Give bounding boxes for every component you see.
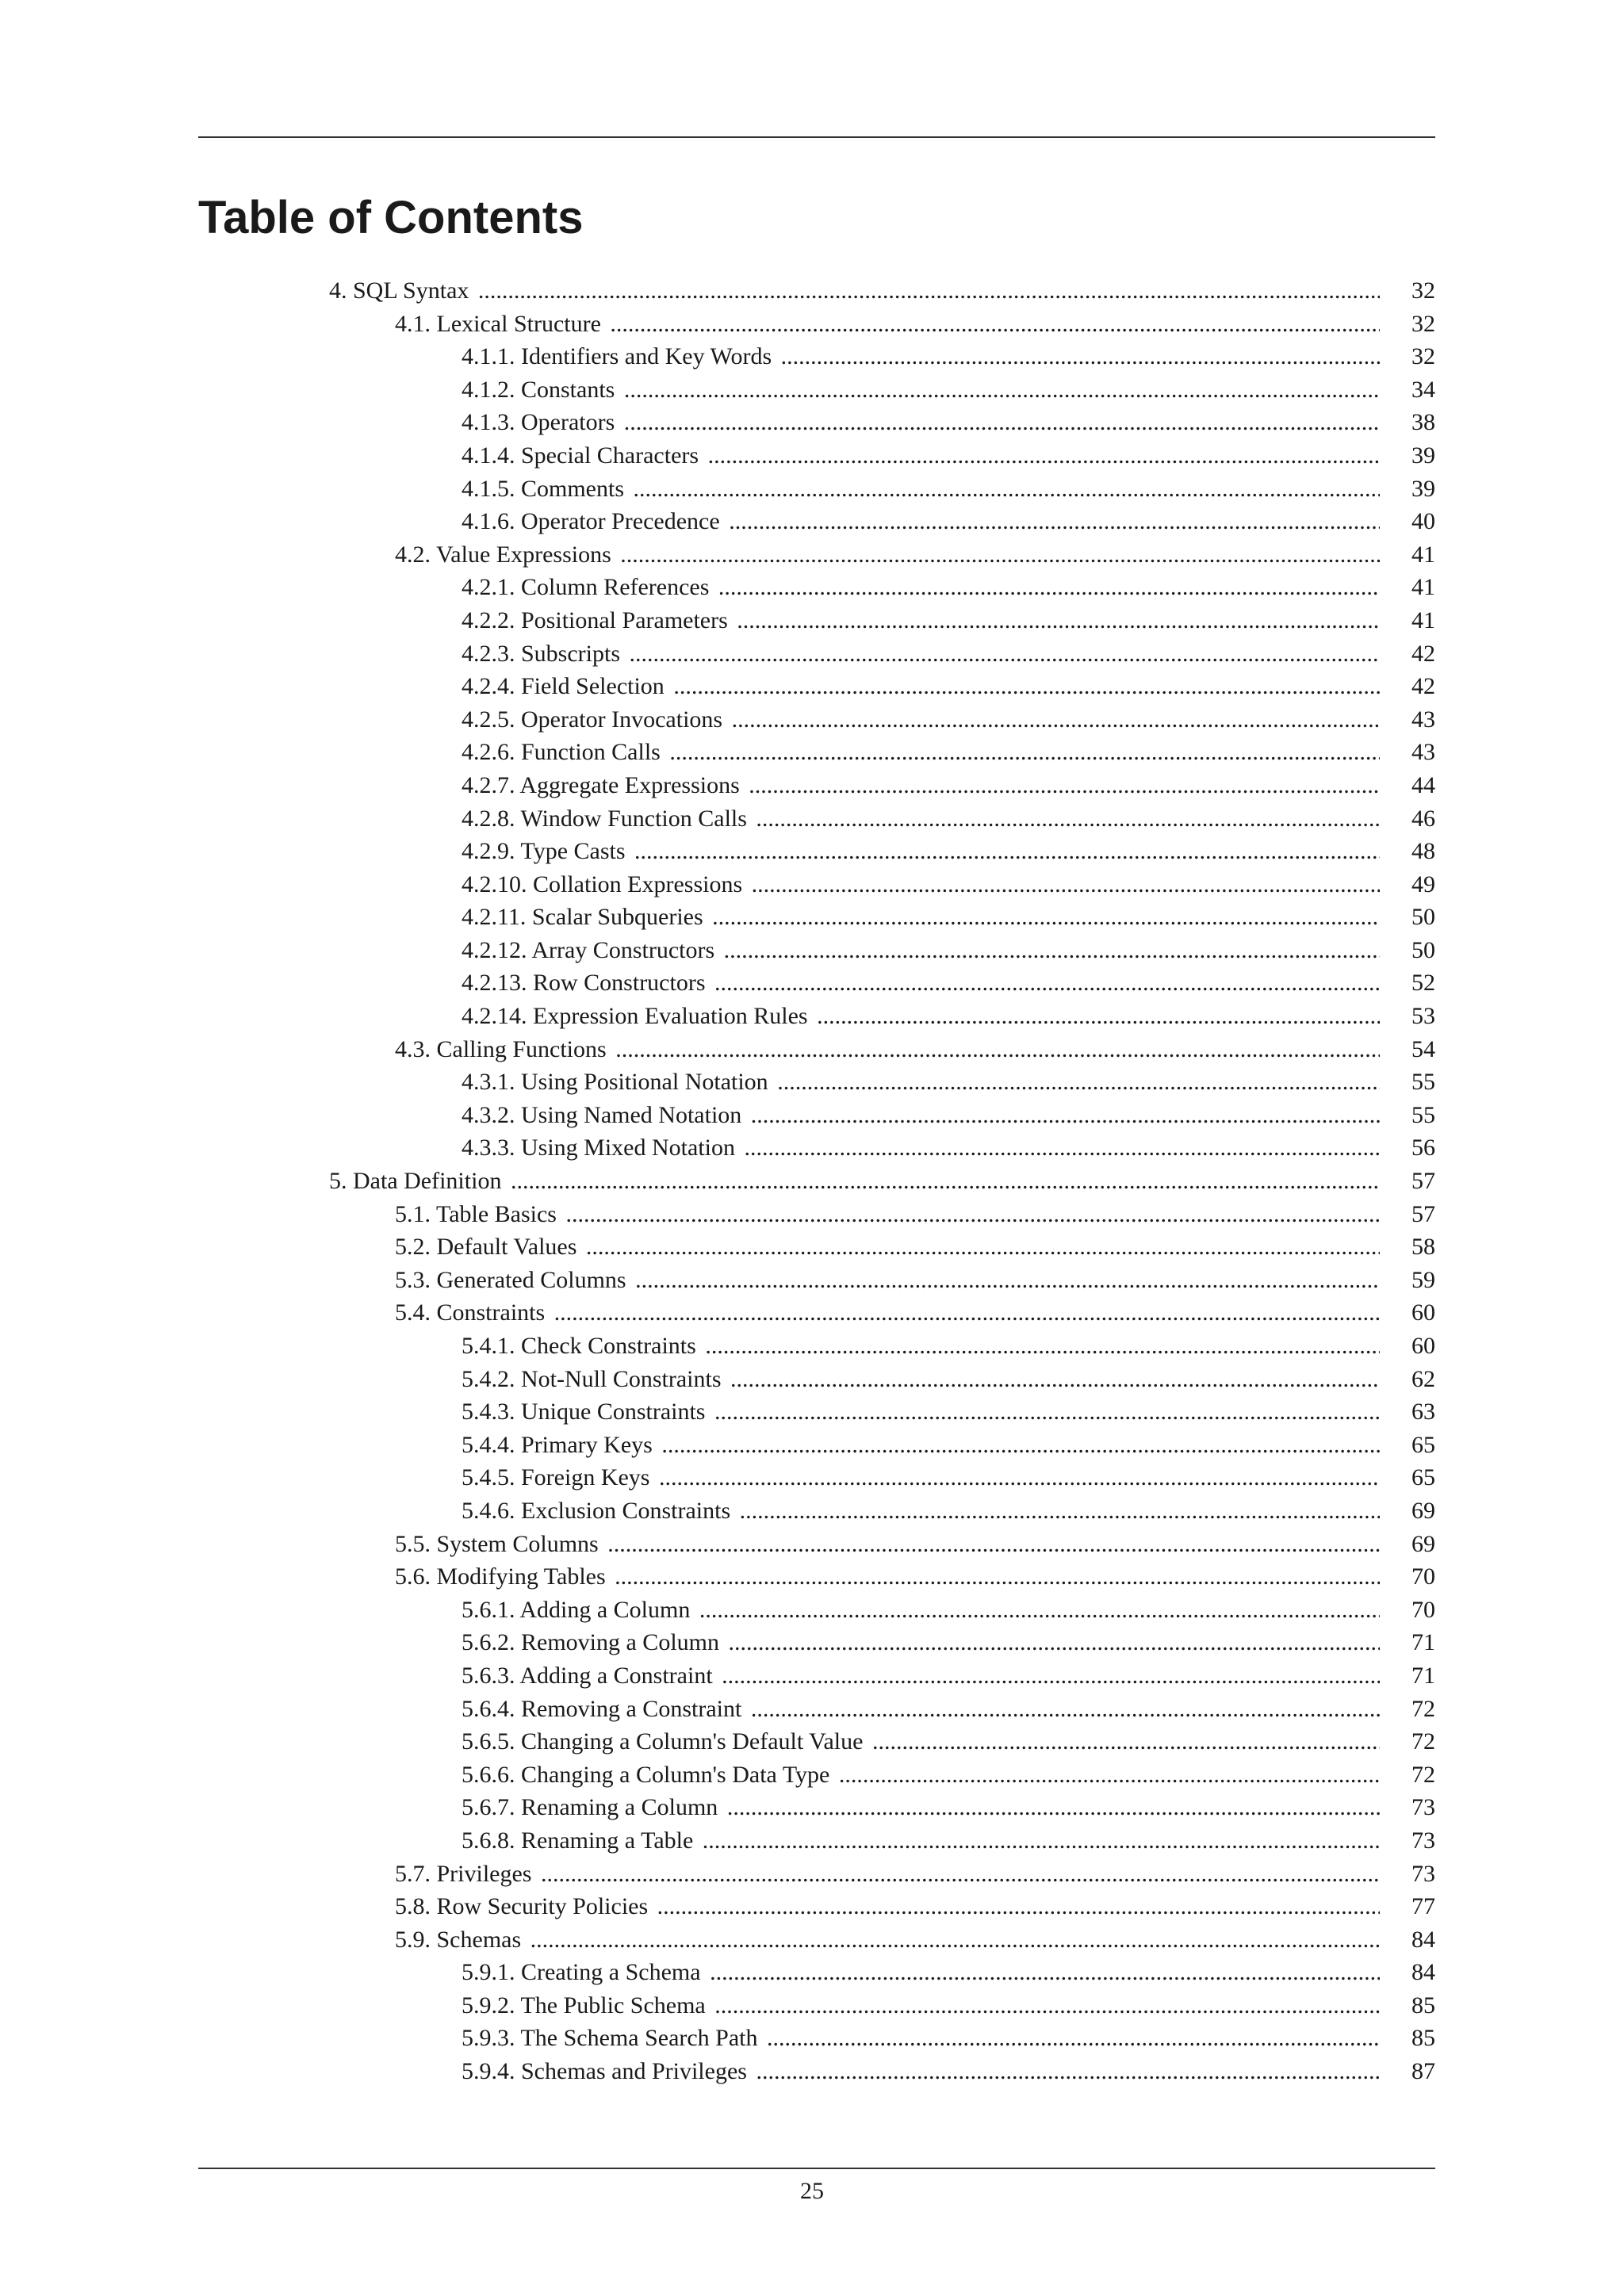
toc-entry[interactable]: [198, 2055, 1435, 2088]
toc-entry-title-text: 4.1.3. Operators: [462, 409, 618, 435]
toc-entry-page: 58: [1388, 1230, 1435, 1264]
toc-entry-title: [462, 406, 1380, 439]
toc-entry[interactable]: [198, 1560, 1435, 1594]
toc-entry-page: 41: [1388, 604, 1435, 637]
toc-entry[interactable]: [198, 1000, 1435, 1033]
toc-entry-title: [462, 769, 1380, 802]
toc-entry-title: [462, 1066, 1380, 1099]
toc-entry-title-text: 5.9.1. Creating a Schema: [462, 1959, 704, 1985]
toc-entry-title: [462, 439, 1380, 473]
toc-entry[interactable]: [198, 802, 1435, 836]
toc-entry-page: 57: [1388, 1198, 1435, 1231]
toc-entry-page: 63: [1388, 1395, 1435, 1429]
toc-entry-title-text: 5.4.2. Not-Null Constraints: [462, 1366, 725, 1392]
toc-entry[interactable]: [198, 604, 1435, 637]
toc-entry-title: [395, 1264, 1380, 1297]
toc-entry-title: [462, 703, 1380, 737]
toc-entry-title: [462, 1758, 1380, 1792]
toc-entry[interactable]: [198, 703, 1435, 737]
toc-entry-page: 52: [1388, 966, 1435, 1000]
toc-entry[interactable]: [198, 1989, 1435, 2022]
toc-entry[interactable]: [198, 1461, 1435, 1494]
toc-entry-title: [395, 1923, 1380, 1957]
toc-entry[interactable]: [198, 966, 1435, 1000]
toc-entry-title-text: 4.2.7. Aggregate Expressions: [462, 772, 743, 798]
toc-entry[interactable]: [198, 1956, 1435, 1989]
toc-entry-title: [462, 1989, 1380, 2022]
toc-entry-page: 85: [1388, 2022, 1435, 2055]
toc-entry-title-text: 5.9.3. The Schema Search Path: [462, 2025, 761, 2051]
toc-entry-page: 70: [1388, 1560, 1435, 1594]
toc-entry[interactable]: [198, 868, 1435, 901]
toc-entry-title: [462, 637, 1380, 671]
toc-entry-title: [462, 604, 1380, 637]
toc-entry-page: 60: [1388, 1296, 1435, 1330]
toc-entry-page: 71: [1388, 1626, 1435, 1659]
toc-entry-page: 69: [1388, 1494, 1435, 1528]
toc-entry-title-text: 4.2.3. Subscripts: [462, 641, 623, 667]
toc-entry-page: 39: [1388, 473, 1435, 506]
toc-entry-page: 87: [1388, 2055, 1435, 2088]
toc-entry-title: [462, 1461, 1380, 1494]
toc-entry[interactable]: [198, 340, 1435, 373]
toc-entry-title: [462, 901, 1380, 934]
toc-entry-page: 57: [1388, 1165, 1435, 1198]
toc-entry-title-text: 4.2.11. Scalar Subqueries: [462, 904, 707, 930]
toc-entry-page: 77: [1388, 1890, 1435, 1923]
toc-entry-title-text: 5.4.1. Check Constraints: [462, 1333, 699, 1359]
toc-entry[interactable]: [198, 1923, 1435, 1957]
toc-entry-page: 60: [1388, 1330, 1435, 1363]
toc-entry-title-text: 5.4.4. Primary Keys: [462, 1432, 656, 1458]
toc-entry-title-text: 5.5. System Columns: [395, 1531, 602, 1557]
toc-entry-title-text: 4.2.10. Collation Expressions: [462, 871, 745, 897]
toc-entry-page: 53: [1388, 1000, 1435, 1033]
toc-entry-title: [462, 505, 1380, 538]
toc-entry-page: 39: [1388, 439, 1435, 473]
toc-entry[interactable]: [198, 1429, 1435, 1462]
toc-entry-page: 41: [1388, 538, 1435, 572]
toc-entry-page: 72: [1388, 1725, 1435, 1758]
toc-entry-title-text: 5.6.7. Renaming a Column: [462, 1794, 721, 1820]
toc-entry-page: 84: [1388, 1956, 1435, 1989]
toc-entry-title-text: 4.1.4. Special Characters: [462, 442, 702, 469]
toc-entry-title: [462, 1791, 1380, 1824]
page-number: 25: [800, 2178, 824, 2204]
toc-entry-title-text: 4.1.5. Comments: [462, 476, 627, 502]
toc-entry[interactable]: [198, 1824, 1435, 1858]
toc-entry-title: [462, 1131, 1380, 1165]
toc-entry-page: 65: [1388, 1429, 1435, 1462]
toc-entry-page: 32: [1388, 340, 1435, 373]
toc-entry-page: 71: [1388, 1659, 1435, 1693]
toc-entry-title-text: 4.2.9. Type Casts: [462, 838, 629, 864]
toc-entry-title: [462, 835, 1380, 868]
toc-entry-title-text: 4.3. Calling Functions: [395, 1036, 610, 1062]
toc-entry[interactable]: [198, 1296, 1435, 1330]
toc-entry-page: 32: [1388, 308, 1435, 341]
toc-entry-page: 38: [1388, 406, 1435, 439]
toc-entry[interactable]: [198, 505, 1435, 538]
toc-entry-title: [462, 1824, 1380, 1858]
toc-entry-title-text: 4.1. Lexical Structure: [395, 311, 604, 337]
toc-entry-title-text: 4. SQL Syntax: [329, 277, 472, 304]
toc-entry-title: [395, 1230, 1380, 1264]
toc-entry-title-text: 5.6.2. Removing a Column: [462, 1629, 722, 1655]
toc-entry-page: 43: [1388, 703, 1435, 737]
toc-entry[interactable]: [198, 1033, 1435, 1066]
toc-entry-title-text: 4.2. Value Expressions: [395, 541, 615, 568]
toc-entry[interactable]: [198, 1758, 1435, 1792]
toc-entry[interactable]: [198, 571, 1435, 604]
toc-entry[interactable]: [198, 901, 1435, 934]
toc-entry-title: [462, 966, 1380, 1000]
toc-entry[interactable]: [198, 1494, 1435, 1528]
toc-entry-title-text: 4.3.2. Using Named Notation: [462, 1102, 745, 1128]
toc-entry-title: [462, 802, 1380, 836]
toc-entry-title-text: 5.7. Privileges: [395, 1861, 535, 1887]
toc-entry-title: [462, 868, 1380, 901]
toc-entry-title-text: 5.4. Constraints: [395, 1299, 548, 1326]
toc-entry-title: [462, 1099, 1380, 1132]
toc-entry[interactable]: [198, 1165, 1435, 1198]
toc-entry-page: 42: [1388, 637, 1435, 671]
toc-entry-page: 73: [1388, 1858, 1435, 1891]
toc-entry[interactable]: [198, 439, 1435, 473]
toc-entry-page: 85: [1388, 1989, 1435, 2022]
toc-entry[interactable]: [198, 1395, 1435, 1429]
toc-entry[interactable]: [198, 736, 1435, 769]
toc-entry-title: [462, 934, 1380, 967]
toc-entry-page: 34: [1388, 373, 1435, 407]
toc-entry[interactable]: [198, 1330, 1435, 1363]
toc-entry-page: 73: [1388, 1824, 1435, 1858]
footer-rule: [198, 2168, 1435, 2169]
toc-entry-title: [395, 1033, 1380, 1066]
toc-entry[interactable]: [198, 373, 1435, 407]
toc-entry-title: [395, 538, 1380, 572]
toc-entry-page: 55: [1388, 1099, 1435, 1132]
toc-entry[interactable]: [198, 1528, 1435, 1561]
toc-entry-title: [329, 1165, 1380, 1198]
toc-entry-title: [395, 1198, 1380, 1231]
toc-entry-title: [462, 670, 1380, 703]
toc-entry-title-text: 5.6.4. Removing a Constraint: [462, 1696, 745, 1722]
toc-entry-title: [395, 1560, 1380, 1594]
toc-entry[interactable]: [198, 637, 1435, 671]
toc-entry-page: 40: [1388, 505, 1435, 538]
toc-entry-title-text: 5.4.5. Foreign Keys: [462, 1464, 653, 1490]
toc-entry-title-text: 5.6.3. Adding a Constraint: [462, 1663, 716, 1689]
toc-entry[interactable]: [198, 1066, 1435, 1099]
toc-entry-page: 50: [1388, 901, 1435, 934]
toc-entry-title-text: 4.2.2. Positional Parameters: [462, 607, 731, 633]
toc-entry-title-text: 5. Data Definition: [329, 1168, 504, 1194]
toc-entry[interactable]: [198, 1791, 1435, 1824]
toc-entry[interactable]: [198, 1725, 1435, 1758]
toc-entry-title: [462, 1363, 1380, 1396]
toc-entry-title-text: 5.6.8. Renaming a Table: [462, 1827, 696, 1854]
toc-entry-title: [462, 1594, 1380, 1627]
toc-entry-title: [462, 736, 1380, 769]
toc-entry-page: 56: [1388, 1131, 1435, 1165]
toc-entry-title-text: 4.1.6. Operator Precedence: [462, 508, 723, 534]
toc-entry-title-text: 5.6.1. Adding a Column: [462, 1597, 693, 1623]
toc-entry-page: 49: [1388, 868, 1435, 901]
toc-entry-title-text: 4.2.5. Operator Invocations: [462, 706, 726, 733]
toc-entry-title: [395, 1296, 1380, 1330]
toc-entry[interactable]: [198, 1230, 1435, 1264]
toc-entry[interactable]: [198, 473, 1435, 506]
toc-entry[interactable]: [198, 1198, 1435, 1231]
toc-entry-page: 32: [1388, 274, 1435, 308]
toc-entry[interactable]: [198, 1594, 1435, 1627]
toc-entry[interactable]: [198, 934, 1435, 967]
toc-entry-title-text: 5.6.6. Changing a Column's Data Type: [462, 1762, 833, 1788]
toc-entry-title-text: 4.2.4. Field Selection: [462, 673, 668, 699]
toc-entry-title-text: 4.1.1. Identifiers and Key Words: [462, 343, 775, 369]
toc-entry-page: 69: [1388, 1528, 1435, 1561]
toc-entry-title-text: 4.2.8. Window Function Calls: [462, 806, 750, 832]
toc-entry-title: [462, 1330, 1380, 1363]
page-title: Table of Contents: [198, 192, 584, 243]
toc-entry[interactable]: [198, 308, 1435, 341]
toc-entry-page: 50: [1388, 934, 1435, 967]
toc-entry-page: 72: [1388, 1693, 1435, 1726]
toc-entry-page: 55: [1388, 1066, 1435, 1099]
toc-entry[interactable]: [198, 1659, 1435, 1693]
toc-entry[interactable]: [198, 670, 1435, 703]
toc-entry-title: [462, 2055, 1380, 2088]
toc-entry-title: [395, 1858, 1380, 1891]
toc-entry-page: 43: [1388, 736, 1435, 769]
toc-entry-title-text: 5.4.6. Exclusion Constraints: [462, 1498, 733, 1524]
toc-entry-page: 73: [1388, 1791, 1435, 1824]
toc-entry-page: 41: [1388, 571, 1435, 604]
toc-entry-title-text: 5.4.3. Unique Constraints: [462, 1399, 709, 1425]
header-rule: [198, 136, 1435, 138]
toc-entry[interactable]: [198, 769, 1435, 802]
toc-entry-title-text: 5.3. Generated Columns: [395, 1267, 630, 1293]
toc-entry[interactable]: [198, 1099, 1435, 1132]
toc-entry-page: 62: [1388, 1363, 1435, 1396]
toc-entry-page: 48: [1388, 835, 1435, 868]
toc-entry-title: [395, 1890, 1380, 1923]
toc-entry-page: 72: [1388, 1758, 1435, 1792]
toc-entry-title-text: 4.2.12. Array Constructors: [462, 937, 718, 963]
toc-entry-page: 44: [1388, 769, 1435, 802]
toc-entry-title-text: 5.9.4. Schemas and Privileges: [462, 2058, 750, 2084]
toc-entry-page: 59: [1388, 1264, 1435, 1297]
toc-entry-title: [462, 1494, 1380, 1528]
toc-entry-title: [462, 2022, 1380, 2055]
toc-entry-title: [462, 473, 1380, 506]
toc-entry-page: 54: [1388, 1033, 1435, 1066]
toc-entry-title-text: 4.2.14. Expression Evaluation Rules: [462, 1003, 811, 1029]
toc-entry-page: 42: [1388, 670, 1435, 703]
toc-entry-page: 65: [1388, 1461, 1435, 1494]
toc-entry[interactable]: [198, 1858, 1435, 1891]
toc-entry[interactable]: [198, 835, 1435, 868]
toc-entry-title-text: 5.2. Default Values: [395, 1234, 580, 1260]
toc-entry[interactable]: [198, 1363, 1435, 1396]
toc-entry-title-text: 4.1.2. Constants: [462, 377, 618, 403]
toc-entry-title: [462, 1956, 1380, 1989]
toc-entry[interactable]: [198, 1626, 1435, 1659]
toc-entry-title: [462, 571, 1380, 604]
toc-entry-title-text: 4.3.1. Using Positional Notation: [462, 1069, 772, 1095]
table-of-contents: [198, 274, 1435, 2088]
toc-entry-page: 84: [1388, 1923, 1435, 1957]
toc-entry-title: [462, 1659, 1380, 1693]
toc-entry-title-text: 5.8. Row Security Policies: [395, 1893, 651, 1919]
toc-entry[interactable]: [198, 274, 1435, 308]
toc-entry-title-text: 4.2.13. Row Constructors: [462, 970, 709, 996]
toc-entry-title: [395, 1528, 1380, 1561]
toc-entry[interactable]: [198, 538, 1435, 572]
toc-entry-title: [462, 373, 1380, 407]
toc-entry-title-text: 5.1. Table Basics: [395, 1201, 560, 1227]
toc-entry-page: 70: [1388, 1594, 1435, 1627]
toc-entry-title: [462, 1725, 1380, 1758]
toc-entry-title: [462, 1000, 1380, 1033]
toc-entry-title: [462, 340, 1380, 373]
toc-entry[interactable]: [198, 1264, 1435, 1297]
toc-entry-title: [462, 1395, 1380, 1429]
toc-entry-title: [462, 1693, 1380, 1726]
toc-entry-page: 46: [1388, 802, 1435, 836]
toc-entry-title-text: 5.6. Modifying Tables: [395, 1563, 609, 1590]
toc-entry-title: [462, 1429, 1380, 1462]
toc-entry-title: [395, 308, 1380, 341]
toc-entry[interactable]: [198, 1693, 1435, 1726]
toc-entry[interactable]: [198, 1131, 1435, 1165]
toc-entry-title: [329, 274, 1380, 308]
toc-entry[interactable]: [198, 406, 1435, 439]
toc-entry-title-text: 4.3.3. Using Mixed Notation: [462, 1135, 738, 1161]
toc-entry-title-text: 4.2.6. Function Calls: [462, 739, 664, 765]
toc-entry[interactable]: [198, 2022, 1435, 2055]
toc-entry-title-text: 5.6.5. Changing a Column's Default Value: [462, 1728, 866, 1755]
toc-entry-title: [462, 1626, 1380, 1659]
toc-entry-title-text: 5.9.2. The Public Schema: [462, 1992, 709, 2019]
toc-entry-title-text: 4.2.1. Column References: [462, 574, 712, 600]
toc-entry-title-text: 5.9. Schemas: [395, 1927, 524, 1953]
toc-entry[interactable]: [198, 1890, 1435, 1923]
